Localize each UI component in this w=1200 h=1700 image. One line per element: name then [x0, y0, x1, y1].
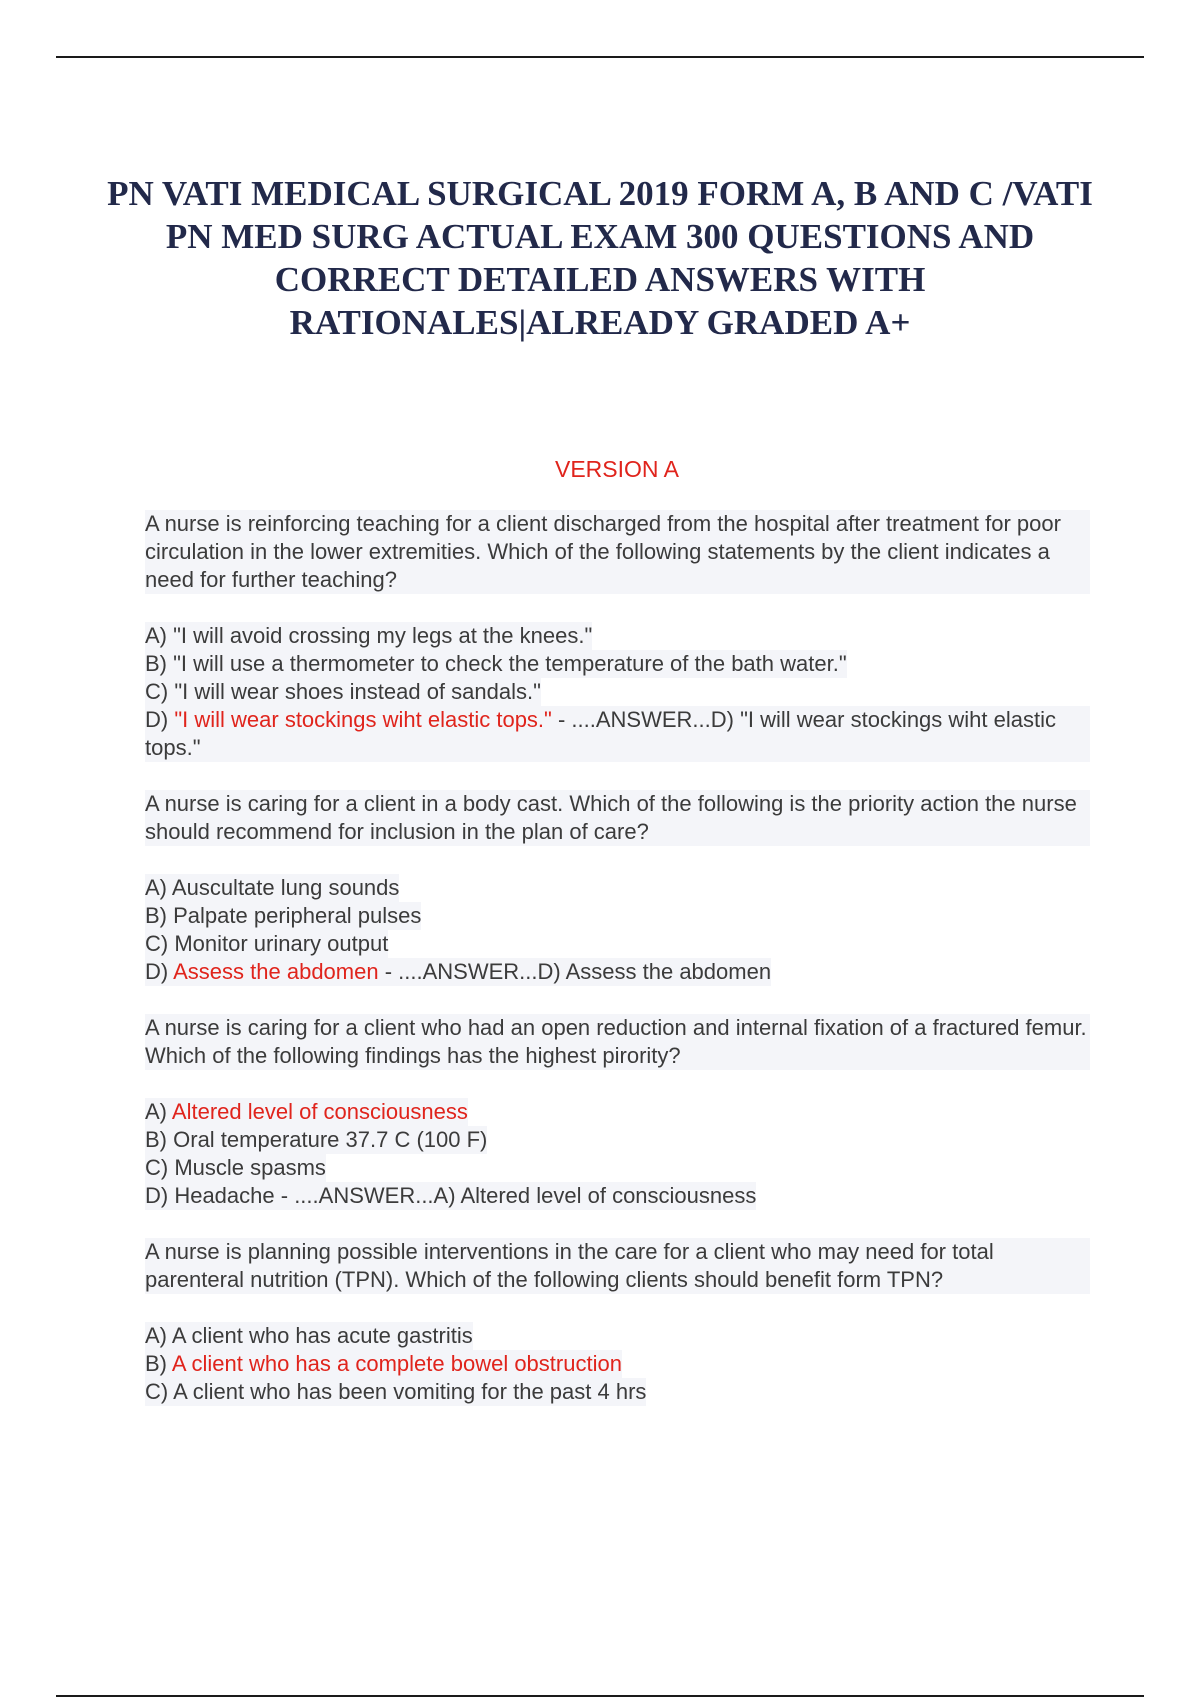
option-letter: B)	[145, 1351, 172, 1376]
option-item	[145, 902, 421, 930]
option-letter: C)	[145, 931, 175, 956]
option-item	[145, 650, 847, 678]
option-letter: A)	[145, 875, 172, 900]
option-item	[145, 1378, 646, 1406]
option-item	[145, 706, 1090, 762]
option-item	[145, 1182, 756, 1210]
option-list	[145, 1098, 1090, 1210]
option-item	[145, 1350, 622, 1378]
correct-option-text: Altered level of consciousness	[171, 1099, 468, 1124]
option-item	[145, 930, 388, 958]
option-letter: D)	[145, 959, 174, 984]
question-stem: A nurse is caring for a client in a body cast. Which of the following is the priority action the nurse should recommend for inclusion in the plan of care?	[145, 790, 1090, 846]
question-stem: A nurse is caring for a client who had an open reduction and internal fixation of a fractured femur. Which of the following findings has the highest pirority?	[145, 1014, 1090, 1070]
option-text: Headache	[174, 1183, 275, 1208]
option-text: "I will avoid crossing my legs at the knees."	[173, 623, 593, 648]
correct-option-text: A client who has a complete bowel obstruction	[171, 1351, 622, 1376]
option-text: Palpate peripheral pulses	[173, 903, 422, 928]
top-divider	[56, 56, 1144, 58]
option-item	[145, 1154, 326, 1182]
option-list	[145, 874, 1090, 986]
option-letter: B)	[145, 903, 174, 928]
option-letter: A)	[145, 623, 174, 648]
option-text: Oral temperature 37.7 C (100 F)	[173, 1127, 488, 1152]
option-letter: B)	[145, 651, 174, 676]
option-text: Monitor urinary output	[174, 931, 389, 956]
option-text: "I will use a thermometer to check the temperature of the bath water."	[173, 651, 847, 676]
answer-text: - ....ANSWER...D) "I will wear stockings wiht elastic tops."	[145, 707, 1056, 760]
option-text: A client who has been vomiting for the past 4 hrs	[173, 1379, 647, 1404]
question-stem: A nurse is planning possible interventions in the care for a client who may need for total parenteral nutrition (TPN). Which of the following clients should benefit form TPN?	[145, 1238, 1090, 1294]
option-text: A client who has acute gastritis	[171, 1323, 473, 1348]
option-item	[145, 1322, 473, 1350]
bottom-divider	[56, 1695, 1144, 1697]
option-list	[145, 1322, 1090, 1406]
document-title: PN VATI MEDICAL SURGICAL 2019 FORM A, B AND C /VATI PN MED SURG ACTUAL EXAM 300 QUESTIONS AND CORRECT DETAILED ANSWERS WITH RATIONALES|ALREADY GRADED A+	[107, 174, 1093, 342]
option-letter: C)	[145, 1155, 175, 1180]
version-label: VERSION A	[555, 456, 679, 482]
option-item	[145, 958, 771, 986]
option-text: Auscultate lung sounds	[171, 875, 400, 900]
answer-text: - ....ANSWER...D) Assess the abdomen	[378, 959, 772, 984]
option-letter: D)	[145, 707, 175, 732]
option-list	[145, 622, 1090, 762]
option-letter: A)	[145, 1323, 172, 1348]
option-text: Muscle spasms	[174, 1155, 326, 1180]
correct-option-text: "I will wear stockings wiht elastic tops."	[174, 707, 552, 732]
question-list	[145, 510, 1090, 1434]
option-letter: C)	[145, 1379, 174, 1404]
option-item	[145, 874, 399, 902]
option-letter: A)	[145, 1099, 172, 1124]
option-letter: D)	[145, 1183, 175, 1208]
option-item	[145, 678, 541, 706]
correct-option-text: Assess the abdomen	[173, 959, 379, 984]
option-item	[145, 1098, 468, 1126]
option-letter: B)	[145, 1127, 174, 1152]
answer-text: - ....ANSWER...A) Altered level of consciousness	[274, 1183, 757, 1208]
question-stem: A nurse is reinforcing teaching for a client discharged from the hospital after treatment for poor circulation in the lower extremities. Which of the following statements by the client indicates a need for further teaching?	[145, 510, 1090, 594]
option-letter: C)	[145, 679, 175, 704]
option-item	[145, 1126, 487, 1154]
option-text: "I will wear shoes instead of sandals."	[174, 679, 541, 704]
option-item	[145, 622, 592, 650]
